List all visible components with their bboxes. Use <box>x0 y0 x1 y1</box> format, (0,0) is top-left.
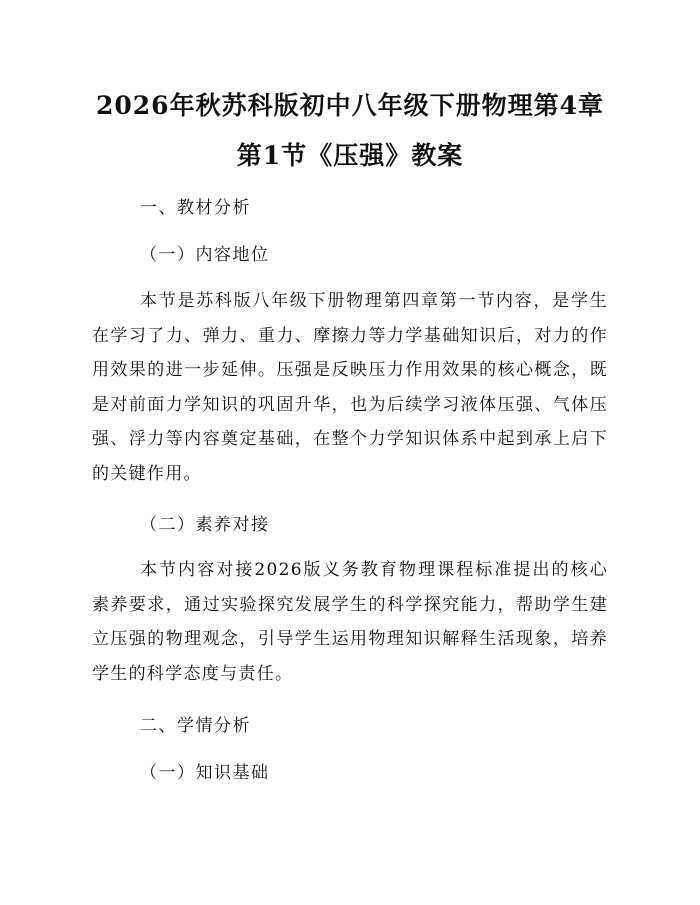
section-heading-student-analysis: 二、学情分析 <box>140 716 251 736</box>
document-title-line2: 第1节《压强》教案 <box>236 141 464 170</box>
paragraph-literacy: 本节内容对接2026版义务教育物理课程标准提出的核心素养要求，通过实验探究发展学生的科学探究能力，帮助学生建立压强的物理观念，引导学生运用物理知识解释生活现象，培养学生的科学态度与责任。 <box>92 560 608 684</box>
subsection-heading-content-position: （一）内容地位 <box>140 245 270 265</box>
subsection-heading-literacy: （二）素养对接 <box>140 515 270 535</box>
paragraph-content-position: 本节是苏科版八年级下册物理第四章第一节内容，是学生在学习了力、弹力、重力、摩擦力等力学基础知识后，对力的作用效果的进一步延伸。压强是反映压力作用效果的核心概念，既是对前面力学知识的巩固升华，也为后续学习液体压强、气体压强、浮力等内容奠定基础，在整个力学知识体系中起到承上启下的关键作用。 <box>92 291 608 484</box>
section-heading-textbook-analysis: 一、教材分析 <box>140 198 251 218</box>
subsection-heading-knowledge-base: （一）知识基础 <box>140 763 270 783</box>
document-title-line1: 2026年秋苏科版初中八年级下册物理第4章 <box>96 91 604 120</box>
